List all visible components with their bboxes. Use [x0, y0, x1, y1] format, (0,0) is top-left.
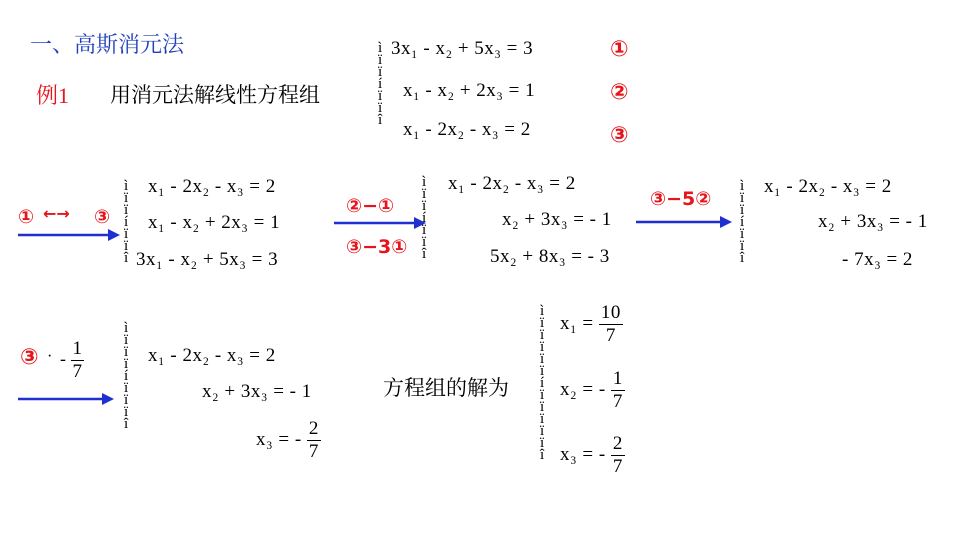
example-text: 用消元法解线性方程组 — [110, 83, 320, 107]
solution-lhs: x₁ = — [560, 312, 594, 334]
equation-row: x₂ + 3x₃ = - 1 — [502, 209, 612, 230]
op-label-right: ③ — [94, 206, 111, 228]
equation-lhs: x₃ = - — [256, 428, 302, 450]
solution-row — [560, 302, 623, 347]
solution-lhs: x₃ = - — [560, 443, 606, 465]
equation-row: 3x₁ - x₂ + 5x₃ = 3 — [391, 38, 534, 59]
solution-row — [560, 368, 625, 413]
fraction-denominator: 7 — [605, 325, 616, 346]
equation-tag: ② — [610, 80, 629, 105]
left-brace: ì ï ï í ï ï î — [378, 40, 383, 128]
equation-row: x₂ + 3x₃ = - 1 — [202, 381, 312, 402]
fraction — [611, 433, 625, 478]
fraction-denominator: 7 — [72, 361, 82, 382]
op-label-top: ②−① — [346, 195, 395, 217]
fraction-numerator: 1 — [612, 368, 623, 389]
op-label-left: ① — [18, 206, 35, 228]
solution-row — [560, 433, 625, 478]
equation-tag: ① — [610, 37, 629, 62]
left-brace: ì ï ï ï í ï ï ï î — [124, 320, 129, 432]
op-circle: ③ — [20, 345, 39, 370]
equation-row: x₁ - 2x₂ - x₃ = 2 — [403, 119, 531, 140]
fraction-numerator: 1 — [72, 338, 82, 359]
fraction-denominator: 7 — [612, 391, 623, 412]
transform-arrow-icon — [18, 392, 114, 406]
solution-lhs: x₂ = - — [560, 378, 606, 400]
fraction-denominator: 7 — [612, 456, 623, 477]
equation-row: x₁ - 2x₂ - x₃ = 2 — [764, 176, 892, 197]
left-brace: ì ï ï í ï ï î — [740, 178, 745, 266]
fraction — [611, 368, 625, 413]
fraction-numerator: 2 — [612, 433, 623, 454]
fraction-numerator: 2 — [308, 418, 319, 439]
equation-tag: ③ — [610, 123, 629, 148]
equation-row: 5x₂ + 8x₃ = - 3 — [490, 246, 610, 267]
transform-arrow-icon — [636, 215, 732, 229]
factor-fraction — [71, 338, 85, 383]
equation-row — [256, 418, 321, 463]
section-title: 一、高斯消元法 — [30, 33, 185, 58]
equation-row: x₁ - 2x₂ - x₃ = 2 — [148, 176, 276, 197]
op-factor — [60, 338, 84, 383]
solution-label: 方程组的解为 — [383, 376, 509, 400]
equation-row: x₁ - x₂ + 2x₃ = 1 — [403, 80, 536, 101]
equation-row: x₂ + 3x₃ = - 1 — [818, 211, 928, 232]
example-label: 例1 — [36, 83, 70, 108]
op-multiply: · — [47, 348, 53, 365]
op-label: ③−5② — [650, 188, 712, 210]
left-brace: ì ï ï í ï ï î — [124, 178, 129, 266]
equation-row: x₁ - x₂ + 2x₃ = 1 — [148, 212, 281, 233]
equation-row: - 7x₃ = 2 — [842, 249, 913, 270]
fraction — [307, 418, 321, 463]
fraction-numerator: 10 — [600, 302, 621, 323]
swap-arrow-icon: ←→ — [43, 204, 70, 223]
left-brace: ì ï ï í ï ï î — [422, 174, 427, 262]
equation-row: x₁ - 2x₂ - x₃ = 2 — [148, 345, 276, 366]
equation-row: x₁ - 2x₂ - x₃ = 2 — [448, 173, 576, 194]
transform-arrow-icon — [334, 216, 426, 230]
fraction — [599, 302, 623, 347]
factor-sign: - — [60, 348, 66, 369]
left-brace: ì ï ï ï ï ï í ï ï ï ï ï î — [540, 303, 545, 463]
fraction-denominator: 7 — [308, 441, 319, 462]
op-label-bottom: ③−3① — [346, 236, 408, 258]
equation-row: 3x₁ - x₂ + 5x₃ = 3 — [136, 249, 279, 270]
transform-arrow-icon — [18, 228, 120, 242]
